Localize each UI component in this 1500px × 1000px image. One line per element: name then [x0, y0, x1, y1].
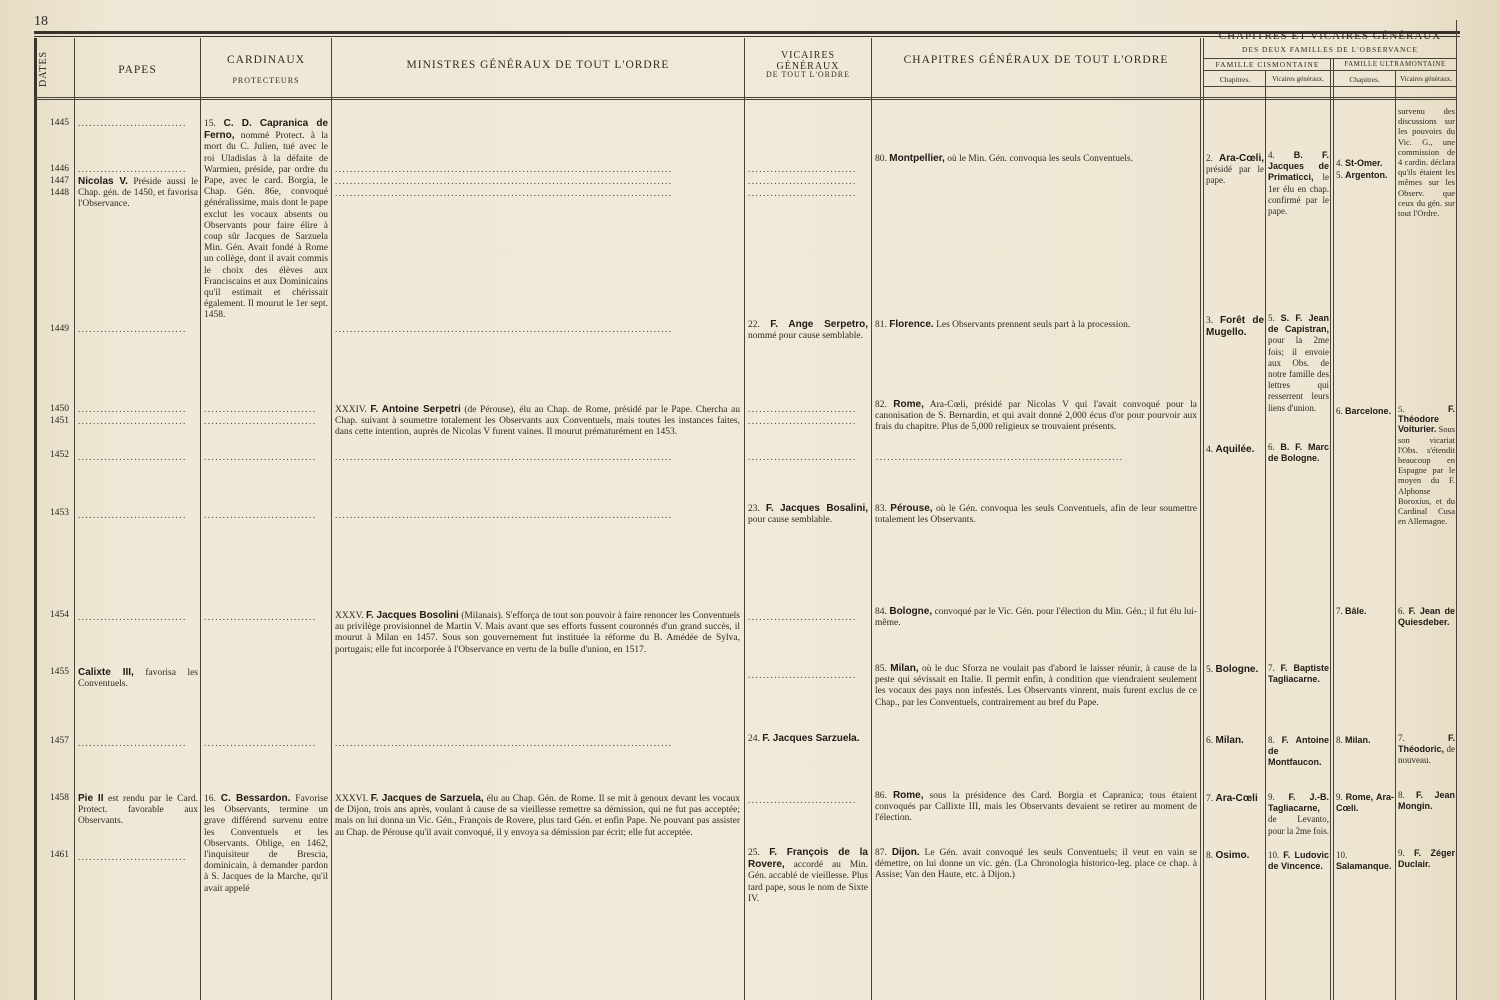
- year: 1453: [50, 508, 69, 518]
- year: 1452: [50, 450, 69, 460]
- dot-leader: ..........................................................................................: [335, 324, 673, 334]
- vicaire-name: B. F. Marc de Bologne.: [1268, 442, 1329, 464]
- vicaire-22-entry: [748, 319, 868, 342]
- chapitre-name: Osimo.: [1215, 850, 1250, 861]
- chapitre-name: Milan.: [1215, 735, 1244, 746]
- ultra-chapitre-8: [1336, 735, 1394, 746]
- cis-vicaire-4: [1268, 150, 1329, 217]
- year: 1448: [50, 188, 69, 198]
- column-rule: [1203, 38, 1204, 1000]
- entry-number: 85.: [875, 664, 887, 674]
- chapitre-text: où le Gén. convoqua les seuls Conventuels, afin de leur soumettre totalement les Observants.: [875, 504, 1198, 526]
- header-cardinaux-sub: PROTECTEURS: [232, 76, 300, 85]
- dot-leader: ..........................................................................................: [335, 510, 673, 520]
- column-rule: [1330, 58, 1331, 1000]
- cardinal-name: C. Bessardon.: [220, 793, 291, 804]
- header-famille-ultra: FAMILLE ULTRAMONTAINE: [1344, 60, 1446, 68]
- header-rule: [1203, 86, 1456, 87]
- chapitre-text: présidé par le pape.: [1206, 164, 1264, 186]
- entry-number: 8.: [1398, 790, 1405, 800]
- column-rule: [744, 38, 745, 1000]
- cis-vicaire-9: [1268, 792, 1329, 837]
- column-rule: [1333, 58, 1334, 1000]
- pape-text: Préside aussi le Chap. gén. de 1450, et favorisa l'Observance.: [78, 177, 198, 210]
- chapitre-text: où le Min. Gén. convoqua les seuls Conventuels.: [947, 154, 1133, 164]
- chapitre-name: Aquilée.: [1215, 444, 1255, 455]
- year: 1458: [50, 793, 69, 803]
- dot-leader: .............................: [78, 416, 187, 426]
- vicaire-name: F. J.-B. Tagliacarne,: [1268, 792, 1329, 814]
- dot-leader: ..........................................................................................: [335, 452, 673, 462]
- header-chapitres-cis: Chapitres.: [1219, 75, 1251, 84]
- entry-number: 10.: [1268, 850, 1280, 860]
- header-vicaires-cis: Vicaires généraux.: [1271, 75, 1325, 83]
- dot-leader: ..................................................................: [876, 452, 1124, 462]
- chapitre-name: Florence.: [889, 319, 934, 330]
- chapitre-text: Ara-Cœli, présidé par Nicolas V qui l'avait convoqué pour la canonisation de S. Bernardin, et qui avait donné 2,000 écus d'or pour pourvoir aux frais du chapitre. Plus de 5,000 religieux se trouvaient présents.: [875, 400, 1197, 433]
- chapitre-text: où le duc Sforza ne voulait pas d'abord le laisser réunir, à cause de la peste qui sévissait en Italie. Il permit enfin, à condition que viendraient seulement les vocaux des pays non infestés. Les Observants vinrent, mais furent exclus de ce Chap., par les Conventuels, contrairement au bref du Pape.: [875, 664, 1198, 708]
- dot-leader: ..........................................................................................: [335, 176, 673, 186]
- cis-vicaire-7: [1268, 663, 1329, 685]
- year: 1449: [50, 324, 69, 334]
- entry-number: 2.: [1206, 153, 1213, 163]
- vicaire-name: F. Jacques Bosalini,: [765, 503, 868, 514]
- chapitre-84-entry: [875, 606, 1197, 629]
- vicaire-name: F. Antoine de Montfaucon.: [1268, 735, 1329, 768]
- entry-number: 81.: [875, 320, 887, 330]
- dot-leader: ..............................: [204, 738, 317, 748]
- ultra-vicaire-8: [1398, 790, 1455, 812]
- vicaire-24-entry: [748, 733, 868, 745]
- vicaire-text: de nouveau.: [1398, 744, 1455, 766]
- ultra-chapitre-7: [1336, 606, 1394, 617]
- cis-chapitre-4: [1206, 444, 1264, 456]
- dot-leader: .............................: [78, 738, 187, 748]
- chapitre-name: Montpellier,: [889, 153, 945, 164]
- vicaire-text: pour cause semblable.: [748, 515, 833, 526]
- chapitre-name: Salamanque.: [1336, 861, 1392, 872]
- cis-chapitre-5: [1206, 664, 1264, 676]
- header-chapitres-vicaires: CHAPITRES ET VICAIRES GÉNÉRAUX: [1218, 30, 1442, 42]
- entry-number: 5.: [1336, 170, 1343, 180]
- chapitre-80-entry: [875, 153, 1197, 165]
- dot-leader: ..............................: [204, 510, 317, 520]
- chapitre-text: Les Observants prennent seuls part à la procession.: [936, 320, 1131, 330]
- entry-number: 4.: [1206, 445, 1214, 455]
- dot-leader: .............................: [748, 795, 857, 805]
- chapitre-name: Pérouse,: [890, 503, 933, 514]
- cis-chapitre-6: [1206, 735, 1264, 747]
- pape-text: est rendu par le Card. Protect. favorable aux Observants.: [78, 794, 198, 827]
- header-rule: [1203, 58, 1456, 59]
- pape-nicolas-entry: [78, 176, 198, 211]
- header-vicaires-ultra: Vicaires généraux.: [1399, 75, 1453, 83]
- entry-number: 84.: [875, 607, 887, 617]
- pape-text: favorisa les Conventuels.: [78, 668, 199, 690]
- entry-number: 6.: [1206, 736, 1214, 746]
- chapitre-name: Rome,: [892, 790, 924, 801]
- cis-chapitre-7: [1206, 793, 1264, 805]
- dot-leader: .............................: [748, 452, 857, 462]
- cis-chapitre-2: [1206, 153, 1264, 187]
- column-rule: [1456, 20, 1457, 1000]
- entry-number: 80.: [875, 154, 887, 164]
- entry-number: 7.: [1268, 663, 1275, 673]
- entry-number: 8.: [1206, 851, 1214, 861]
- pape-calixte-entry: [78, 667, 198, 690]
- dot-leader: ..............................: [204, 612, 317, 622]
- dot-leader: .............................: [748, 670, 857, 680]
- vicaire-name: F. Zéger Duclair.: [1398, 848, 1456, 870]
- cis-vicaire-10: [1268, 850, 1329, 872]
- entry-number: 7.: [1398, 733, 1405, 743]
- chapitre-name: Dijon.: [891, 847, 920, 858]
- pape-pie-entry: [78, 793, 198, 828]
- dot-leader: .............................: [78, 118, 187, 128]
- chapitre-text: convoqué par le Vic. Gén. pour l'élection du Min. Gén.; il fut élu lui-même.: [875, 607, 1198, 629]
- year: 1445: [50, 118, 69, 128]
- header-famille-cis: FAMILLE CISMONTAINE: [1215, 60, 1320, 69]
- ultra-vicaire-7: [1398, 733, 1455, 767]
- chapitre-82-entry: [875, 399, 1197, 434]
- chapitre-86-entry: [875, 790, 1197, 825]
- entry-number: 7.: [1206, 794, 1214, 804]
- year: 1447: [50, 176, 69, 186]
- entry-number: 9.: [1336, 792, 1343, 802]
- pape-name: Nicolas V.: [78, 176, 128, 187]
- header-chapitres-ordre: CHAPITRES GÉNÉRAUX DE TOUT L'ORDRE: [903, 54, 1169, 66]
- vicaire-name: F. Théodore Voiturier.: [1398, 404, 1455, 435]
- column-rule: [200, 38, 201, 1000]
- ultra-vicaire-5: [1398, 404, 1455, 526]
- cardinal-name: C. D. Capranica de Ferno,: [204, 118, 329, 142]
- entry-number: 83.: [875, 504, 887, 514]
- entry-number: 8.: [1336, 735, 1343, 745]
- ministre-34-entry: [335, 404, 740, 439]
- header-vicaires-sub: DE TOUT L'ORDRE: [766, 70, 850, 79]
- vicaire-name: F. Ludovic de Vincence.: [1268, 850, 1329, 872]
- ministre-text: (Milanais). S'efforça de tout son pouvoir à faire renoncer les Conventuels au privilège provisionnel de Martin V. Mais avant que ses efforts fussent couronnés d'un grand succès, il mourut à Milan en 1457. Sous son gouvernement fut instituée la réforme du B. Amédée de Sylva, portugais; elle fut incorporée à l'Observance en vertu de la bulle d'union, en 1517.: [335, 611, 741, 655]
- entry-number: 86.: [875, 791, 887, 801]
- chapitre-name: Milan.: [1345, 735, 1371, 745]
- entry-number: XXXIV.: [335, 405, 367, 415]
- cardinal-16-entry: [204, 793, 328, 895]
- column-rule: [1200, 38, 1201, 1000]
- chapitre-name: Ara-Cœli,: [1219, 153, 1264, 164]
- vicaire-text: accordé au Min. Gén. accablé de vieillesse. Plus tard pape, sous le nom de Sixte IV.: [748, 860, 868, 904]
- chapitre-85-entry: [875, 663, 1197, 709]
- entry-number: 3.: [1206, 316, 1214, 326]
- ultra-vicaire-note: survenu des discussions sur les pouvoirs du Vic. G., une commission de 4 cardin. déclara qu'ils étaient les mêmes sur les Observ. que ceux du gén. sur tout l'Ordre.: [1398, 106, 1455, 219]
- entry-number: 87.: [875, 848, 887, 858]
- header-papes: PAPES: [118, 64, 157, 76]
- entry-number: 4.: [1336, 158, 1343, 168]
- entry-number: 15.: [204, 119, 216, 129]
- vicaire-name: F. Jacques Sarzuela.: [762, 733, 860, 744]
- vicaire-name: F. François de la Rovere,: [748, 847, 868, 871]
- chapitre-83-entry: [875, 503, 1197, 526]
- chapitre-name: Bologne,: [889, 606, 933, 617]
- page-number: 18: [34, 14, 48, 29]
- vicaire-text: le 1er élu en chap. confirmé par le pape.: [1268, 172, 1329, 217]
- entry-number: 6.: [1398, 606, 1405, 616]
- ultra-chapitre-9: [1336, 792, 1394, 814]
- dot-leader: ..........................................................................................: [335, 738, 673, 748]
- entry-number: 5.: [1268, 313, 1275, 323]
- vicaire-text: nommé pour cause semblable.: [748, 331, 864, 342]
- entry-number: 4.: [1268, 150, 1275, 160]
- chapitre-name: Bâle.: [1345, 606, 1367, 616]
- cardinal-text: Favorise les Observants, termine un grave différend survenu entre les Conventuels et les Observants. Oblige, en 1462, l'inquisiteur de Brescia, dominicain, à demander pardon à S. Jacques de la Marche, qu'il avait appelé: [204, 794, 328, 894]
- dot-leader: .............................: [748, 612, 857, 622]
- chapitre-87-entry: [875, 847, 1197, 882]
- header-ministres: MINISTRES GÉNÉRAUX DE TOUT L'ORDRE: [406, 59, 670, 71]
- vicaire-name: F. Baptiste Tagliacarne.: [1268, 663, 1330, 685]
- header-chapitres-ultra: Chapitres.: [1349, 75, 1380, 84]
- vicaire-23-entry: [748, 503, 868, 526]
- dot-leader: .............................: [748, 404, 857, 414]
- cardinal-text: nommé Protect. à la mort du C. Julien, tué avec le roi Uladislas à la défaite de Warmien, préside, par ordre du Pape, avec le card. Borgia, le Chap. Gén. 86e, convoqué généralissime, mais dont le pape exclut les vocaux absents ou Observants pour faire élire à coup sûr Jacques de Sarzuela Min. Gén. Avait fondé à Rome un collège, dont il avait commis le choix des élèves aux Franciscains et aux Dominicains qu'il estimait et chérissait également. Il mourut le 1er sept. 1458.: [204, 131, 329, 321]
- dot-leader: .............................: [78, 164, 187, 174]
- year: 1461: [50, 850, 69, 860]
- vicaire-text: de Levanto, pour la 2me fois.: [1268, 814, 1329, 836]
- entry-number: 9.: [1398, 848, 1405, 858]
- vicaire-25-entry: [748, 847, 868, 905]
- pape-name: Calixte III,: [78, 667, 134, 678]
- header-rule: [34, 97, 1457, 98]
- ministre-text: élu au Chap. Gén. de Rome. Il se mit à genoux devant les vocaux de Dijon, trois ans après, voulant à cause de sa vieillesse remettre sa démission, qui ne fut pas acceptée; mais on lui donna un Vic. Gén., François de Rovere, plus tard Gén. et enfin Pape. Ne pouvant pas assister au Chap. de Pérouse qu'il avait convoqué, il y envoya sa démission par écrit; elle fut acceptée.: [335, 794, 741, 838]
- dot-leader: ..............................: [204, 404, 317, 414]
- vicaire-name: B. F. Jacques de Primaticci,: [1268, 150, 1329, 183]
- cis-chapitre-8: [1206, 850, 1264, 862]
- dot-leader: .............................: [78, 404, 187, 414]
- chapitre-name: Milan,: [890, 663, 919, 674]
- pape-name: Pie II: [78, 793, 104, 804]
- dot-leader: .............................: [78, 324, 187, 334]
- entry-number: 9.: [1268, 792, 1275, 802]
- cis-vicaire-6: [1268, 442, 1329, 464]
- entry-number: 24.: [748, 734, 760, 744]
- entry-number: 8.: [1268, 735, 1275, 745]
- entry-number: 22.: [748, 320, 760, 330]
- vicaire-text: pour la 2me fois; il envoie aux Obs. de notre famille des lettres qui resserrent leurs liens d'union.: [1268, 335, 1329, 413]
- column-rule: [871, 38, 872, 1000]
- dot-leader: .............................: [748, 188, 857, 198]
- ultra-chapitre-4: [1336, 158, 1394, 169]
- ministre-name: F. Jacques de Sarzuela,: [370, 793, 484, 804]
- entry-number: 6.: [1268, 442, 1275, 452]
- dot-leader: .............................: [78, 612, 187, 622]
- dot-leader: .............................: [78, 852, 187, 862]
- column-rule: [331, 38, 332, 1000]
- ultra-vicaire-9: [1398, 848, 1455, 870]
- dot-leader: .............................: [748, 176, 857, 186]
- dot-leader: .............................: [78, 510, 187, 520]
- header-cardinaux: CARDINAUX: [227, 54, 305, 66]
- chapitre-name: Rome, Ara-Cœli.: [1336, 792, 1394, 814]
- entry-number: 7.: [1336, 606, 1343, 616]
- cis-vicaire-8: [1268, 735, 1329, 769]
- header-rule: [1203, 70, 1456, 71]
- entry-number: 16.: [204, 794, 216, 804]
- dot-leader: .............................: [748, 164, 857, 174]
- header-dates: DATES: [38, 50, 49, 87]
- entry-number: XXXV.: [335, 611, 364, 621]
- entry-number: 23.: [748, 504, 760, 514]
- dot-leader: ..........................................................................................: [335, 188, 673, 198]
- chapitre-81-entry: [875, 319, 1197, 331]
- ultra-chapitre-6: [1336, 406, 1394, 417]
- vicaire-name: F. Jean de Quiesdeber.: [1398, 606, 1455, 628]
- entry-number: 6.: [1336, 406, 1343, 416]
- column-rule: [74, 38, 75, 1000]
- entry-number: XXXVI.: [335, 794, 368, 804]
- chapitre-name: Barcelone.: [1345, 406, 1392, 416]
- year: 1454: [50, 610, 69, 620]
- chapitre-name: Ara-Cœli: [1215, 793, 1258, 804]
- ultra-vicaire-6: [1398, 606, 1455, 628]
- year: 1457: [50, 736, 69, 746]
- year: 1450: [50, 404, 69, 414]
- ultra-chapitre-10: [1336, 850, 1394, 872]
- year: 1451: [50, 416, 69, 426]
- chapitre-name: Forêt de Mugello.: [1206, 315, 1265, 339]
- vicaire-name: F. Théodoric,: [1398, 733, 1455, 755]
- chapitre-name: Argenton.: [1345, 170, 1388, 180]
- ministre-text: (de Pérouse), élu au Chap. de Rome, présidé par le Pape. Chercha au Chap. suivant à soumettre totalement les Observants aux Conventuels, mais toutes les instances faites, dans cette intention, auprès de Nicolas V furent vaines. Il mourut prématurément en 1453.: [335, 405, 740, 438]
- year: 1446: [50, 164, 69, 174]
- ministre-name: F. Antoine Serpetri: [370, 404, 461, 415]
- dot-leader: ..........................................................................................: [335, 164, 673, 174]
- vicaire-name: F. Ange Serpetro,: [770, 319, 869, 330]
- column-rule: [1395, 70, 1396, 1000]
- year: 1455: [50, 667, 69, 677]
- ministre-name: F. Jacques Bosolini: [365, 610, 459, 621]
- ministre-36-entry: [335, 793, 740, 839]
- dot-leader: ..............................: [204, 452, 317, 462]
- header-vicaires: VICAIRES GÉNÉRAUX: [776, 50, 840, 72]
- entry-number: 10.: [1336, 850, 1348, 860]
- ultra-chapitre-5: [1336, 170, 1394, 181]
- cis-vicaire-5: [1268, 313, 1329, 414]
- entry-number: 5.: [1398, 404, 1405, 414]
- dot-leader: ..............................: [204, 416, 317, 426]
- column-rule: [1265, 70, 1266, 1000]
- entry-number: 82.: [875, 400, 887, 410]
- cis-chapitre-3: [1206, 315, 1264, 339]
- dot-leader: .............................: [748, 416, 857, 426]
- vicaire-text: Sous son vicariat l'Obs. s'étendit beaucoup en Espagne par le moyen du F. Alphonse Boroxius, et du Cardinal Cusa en Allemagne.: [1398, 424, 1456, 527]
- header-observance-sub: DES DEUX FAMILLES DE L'OBSERVANCE: [1242, 45, 1418, 54]
- entry-number: 25.: [748, 848, 760, 858]
- ministre-35-entry: [335, 610, 740, 656]
- vicaire-name: S. F. Jean de Capistran,: [1268, 313, 1329, 335]
- entry-number: 5.: [1206, 665, 1214, 675]
- chapitre-text: Le Gén. avait convoqué les seuls Conventuels; il veut en vain se démettre, on lui donne un vic. gén. (La Chronologia historico-leg. place ce chap. à Assise; Van den Haute, etc. à Dijon.): [875, 848, 1197, 881]
- chapitre-text: sous la présidence des Card. Borgia et Capranica; tous étaient convoqués par Callixte III, mais les Observants devaient se retirer au moment de l'élection.: [875, 791, 1197, 824]
- chapitre-name: Rome,: [893, 399, 924, 410]
- dot-leader: .............................: [78, 452, 187, 462]
- vicaire-name: F. Jean Mongin.: [1398, 790, 1456, 812]
- chapitre-name: St-Omer.: [1345, 158, 1383, 168]
- header-rule: [34, 99, 1457, 100]
- chapitre-name: Bologne.: [1215, 664, 1259, 675]
- cardinal-15-entry: [204, 118, 328, 322]
